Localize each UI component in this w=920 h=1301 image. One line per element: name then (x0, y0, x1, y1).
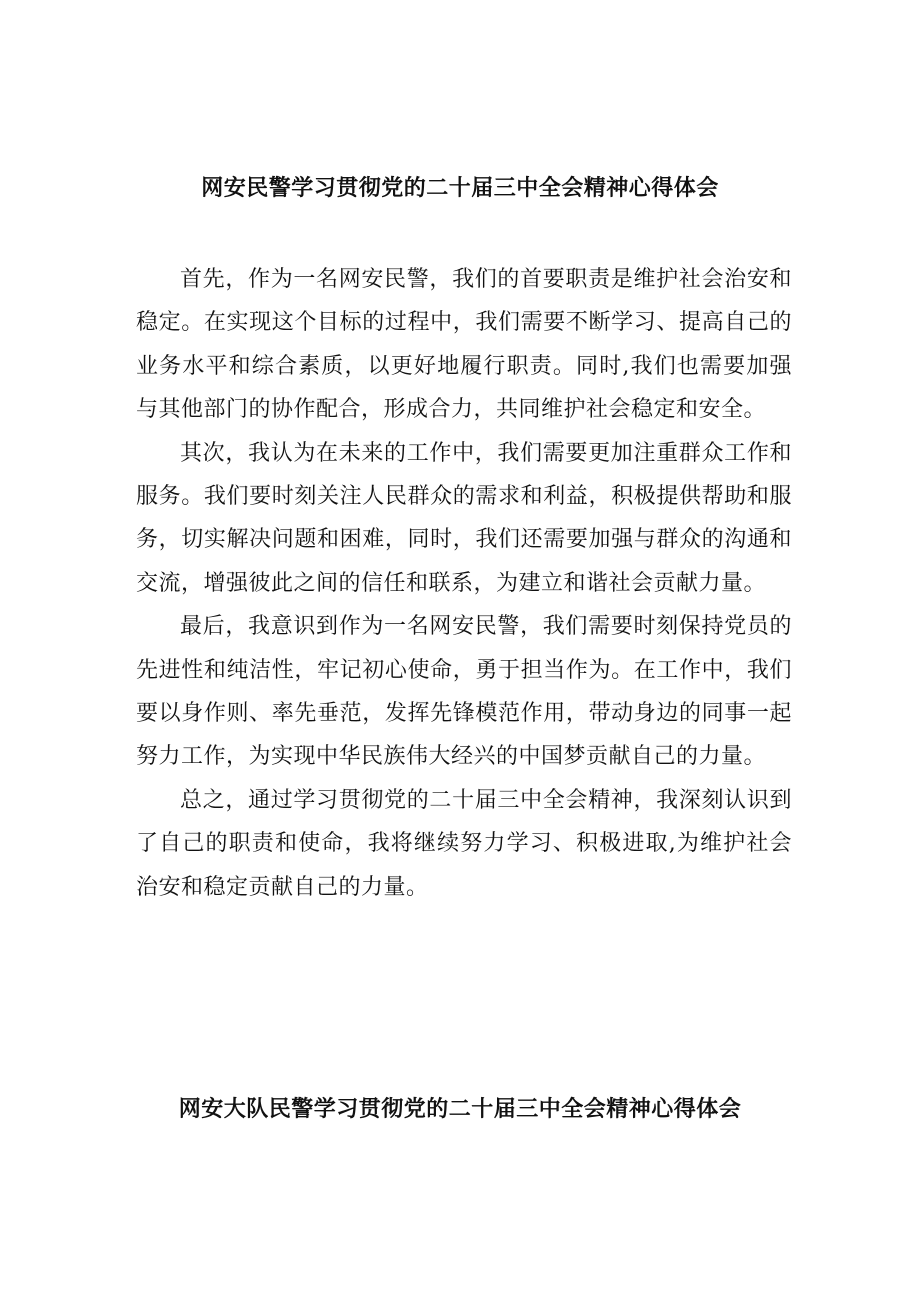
paragraph-3: 最后，我意识到作为一名网安民警，我们需要时刻保持党员的先进性和纯洁性，牢记初心使命，勇于担当作为。在工作中，我们要以身作则、率先垂范，发挥先锋模范作用，带动身边的同事一起努力工作，为实现中华民族伟大经兴的中国梦贡献自己的力量。 (136, 614, 792, 770)
document-body (136, 258, 792, 909)
paragraph-1: 首先，作为一名网安民警，我们的首要职责是维护社会治安和稳定。在实现这个目标的过程中，我们需要不断学习、提高自己的业务水平和综合素质，以更好地履行职责。同时,我们也需要加强与其他部门的协作配合，形成合力，共同维护社会稳定和安全。 (136, 267, 792, 423)
paragraph-4: 总之，通过学习贯彻党的二十届三中全会精神，我深刻认识到了自己的职责和使命，我将继续努力学习、积极进取,为维护社会治安和稳定贡献自己的力量。 (136, 787, 792, 900)
paragraph-2: 其次，我认为在未来的工作中，我们需要更加注重群众工作和服务。我们要时刻关注人民群众的需求和利益，积极提供帮助和服务，切实解决问题和困难，同时，我们还需要加强与群众的沟通和交流，增强彼此之间的信任和联系，为建立和谐社会贡献力量。 (136, 440, 792, 596)
second-document-title: 网安大队民警学习贯彻党的二十届三中全会精神心得体会 (178, 1096, 742, 1122)
document-title: 网安民警学习贯彻党的二十届三中全会精神心得体会 (201, 175, 719, 201)
